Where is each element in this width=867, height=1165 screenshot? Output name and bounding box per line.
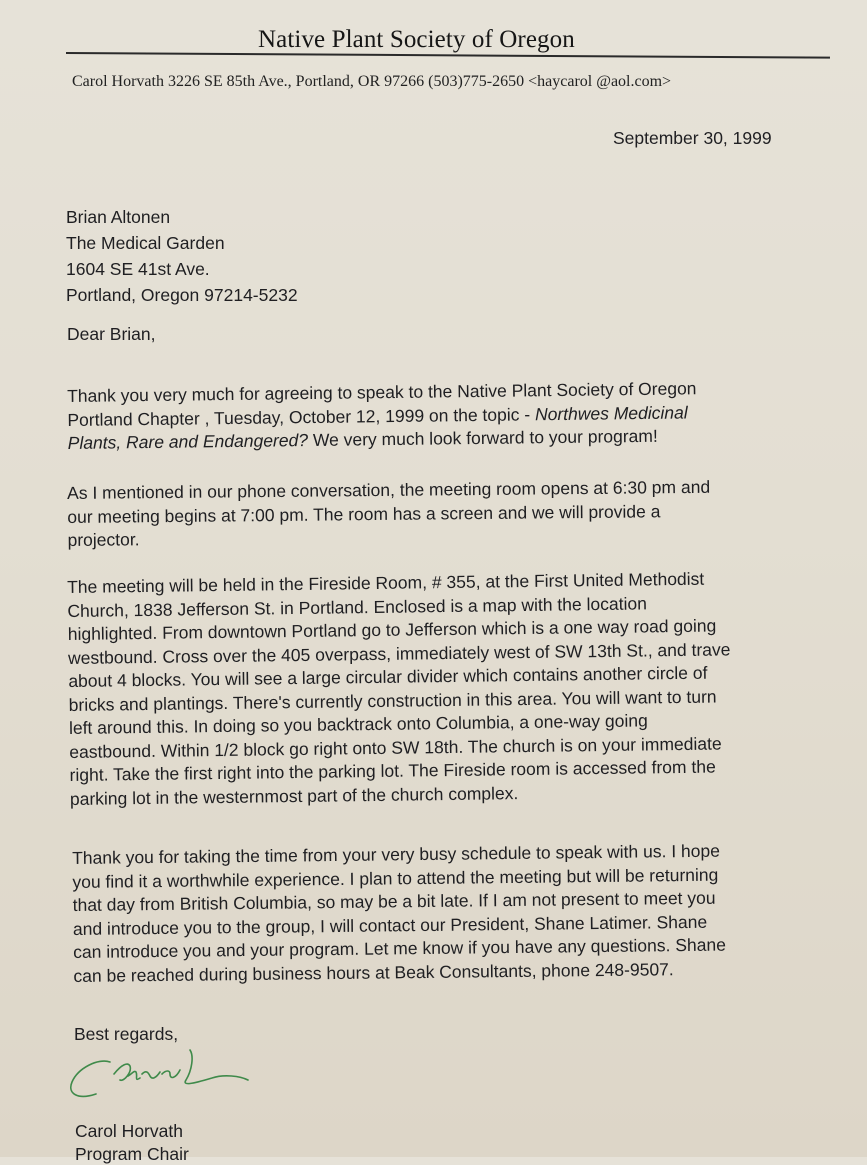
paragraph-3-line: highlighted. From downtown Portland go to Jefferson which is a one way road going [67, 615, 717, 644]
paragraph-2 [67, 476, 711, 553]
recipient-organization: The Medical Garden [66, 233, 225, 253]
paragraph-4-line: that day from British Columbia, so may be a bit late. If I am not present to meet you [72, 887, 716, 915]
paragraph-1-text: We very much look forward to your program! [307, 425, 658, 451]
recipient-address [66, 204, 298, 308]
signer-title: Program Chair [75, 1144, 189, 1164]
paragraph-4-line: and introduce you to the group, I will contact our President, Shane Latimer. Shane [72, 911, 708, 939]
paragraph-2-line: As I mentioned in our phone conversation, the meeting room opens at 6:30 pm and [67, 476, 711, 503]
letterhead-org-name: Native Plant Society of Oregon [258, 26, 575, 53]
paragraph-1 [67, 377, 697, 455]
salutation: Dear Brian, [67, 324, 156, 344]
paragraph-4-line: can be reached during business hours at Beak Consultants, phone 248-9507. [73, 958, 674, 986]
talk-topic-part-2: Plants, Rare and Endangered? [67, 430, 309, 453]
recipient-street: 1604 SE 41st Ave. [66, 259, 210, 279]
paragraph-4-line: Thank you for taking the time from your very busy schedule to speak with us. I hope [72, 840, 721, 868]
paragraph-4-line: you find it a worthwhile experience. I plan to attend the meeting but will be returning [72, 864, 719, 892]
paragraph-3-line: The meeting will be held in the Fireside Room, # 355, at the First United Methodist [67, 568, 705, 597]
paragraph-3-line: about 4 blocks. You will see a large circular divider which contains another circle of [68, 662, 708, 691]
paragraph-3-line: westbound. Cross over the 405 overpass, immediately west of SW 13th St., and trave [67, 638, 731, 668]
paragraph-3-line: bricks and plantings. There's currently construction in this area. You will want to turn [68, 686, 717, 715]
recipient-name: Brian Altonen [66, 207, 171, 227]
handwritten-signature [62, 1040, 262, 1110]
paragraph-1-line: Thank you very much for agreeing to speak to the Native Plant Society of Oregon [67, 378, 697, 406]
paragraph-3-line: right. Take the first right into the parking lot. The Fireside room is accessed from the [69, 756, 716, 785]
paragraph-3-line: parking lot in the westernmost part of the church complex. [69, 782, 519, 809]
paragraph-1-text: Portland Chapter , Tuesday, October 12, 1999 on the topic - [67, 403, 536, 430]
signer-name: Carol Horvath [75, 1121, 183, 1141]
paragraph-3-line: left around this. In doing so you backtrack onto Columbia, a one-way going [68, 710, 648, 738]
paragraph-3-line: eastbound. Within 1/2 block go right onto SW 18th. The church is on your immediate [69, 732, 722, 762]
talk-topic-part-1: Northwes Medicinal [534, 401, 688, 424]
paragraph-3 [67, 567, 732, 811]
letter-date: September 30, 1999 [613, 128, 772, 148]
recipient-city-line: Portland, Oregon 97214-5232 [66, 285, 298, 305]
letterhead-contact-line: Carol Horvath 3226 SE 85th Ave., Portland, OR 97266 (503)775-2650 <haycarol @aol.com> [72, 73, 672, 90]
paragraph-3-line: Church, 1838 Jefferson St. in Portland. Enclosed is a map with the location [67, 592, 647, 621]
paragraph-2-line: projector. [67, 529, 140, 550]
closing: Best regards, [74, 1024, 179, 1044]
paragraph-2-line: our meeting begins at 7:00 pm. The room has a screen and we will provide a [67, 500, 661, 527]
paragraph-4 [72, 840, 726, 988]
paragraph-4-line: can introduce you and your program. Let me know if you have any questions. Shane [73, 934, 727, 962]
